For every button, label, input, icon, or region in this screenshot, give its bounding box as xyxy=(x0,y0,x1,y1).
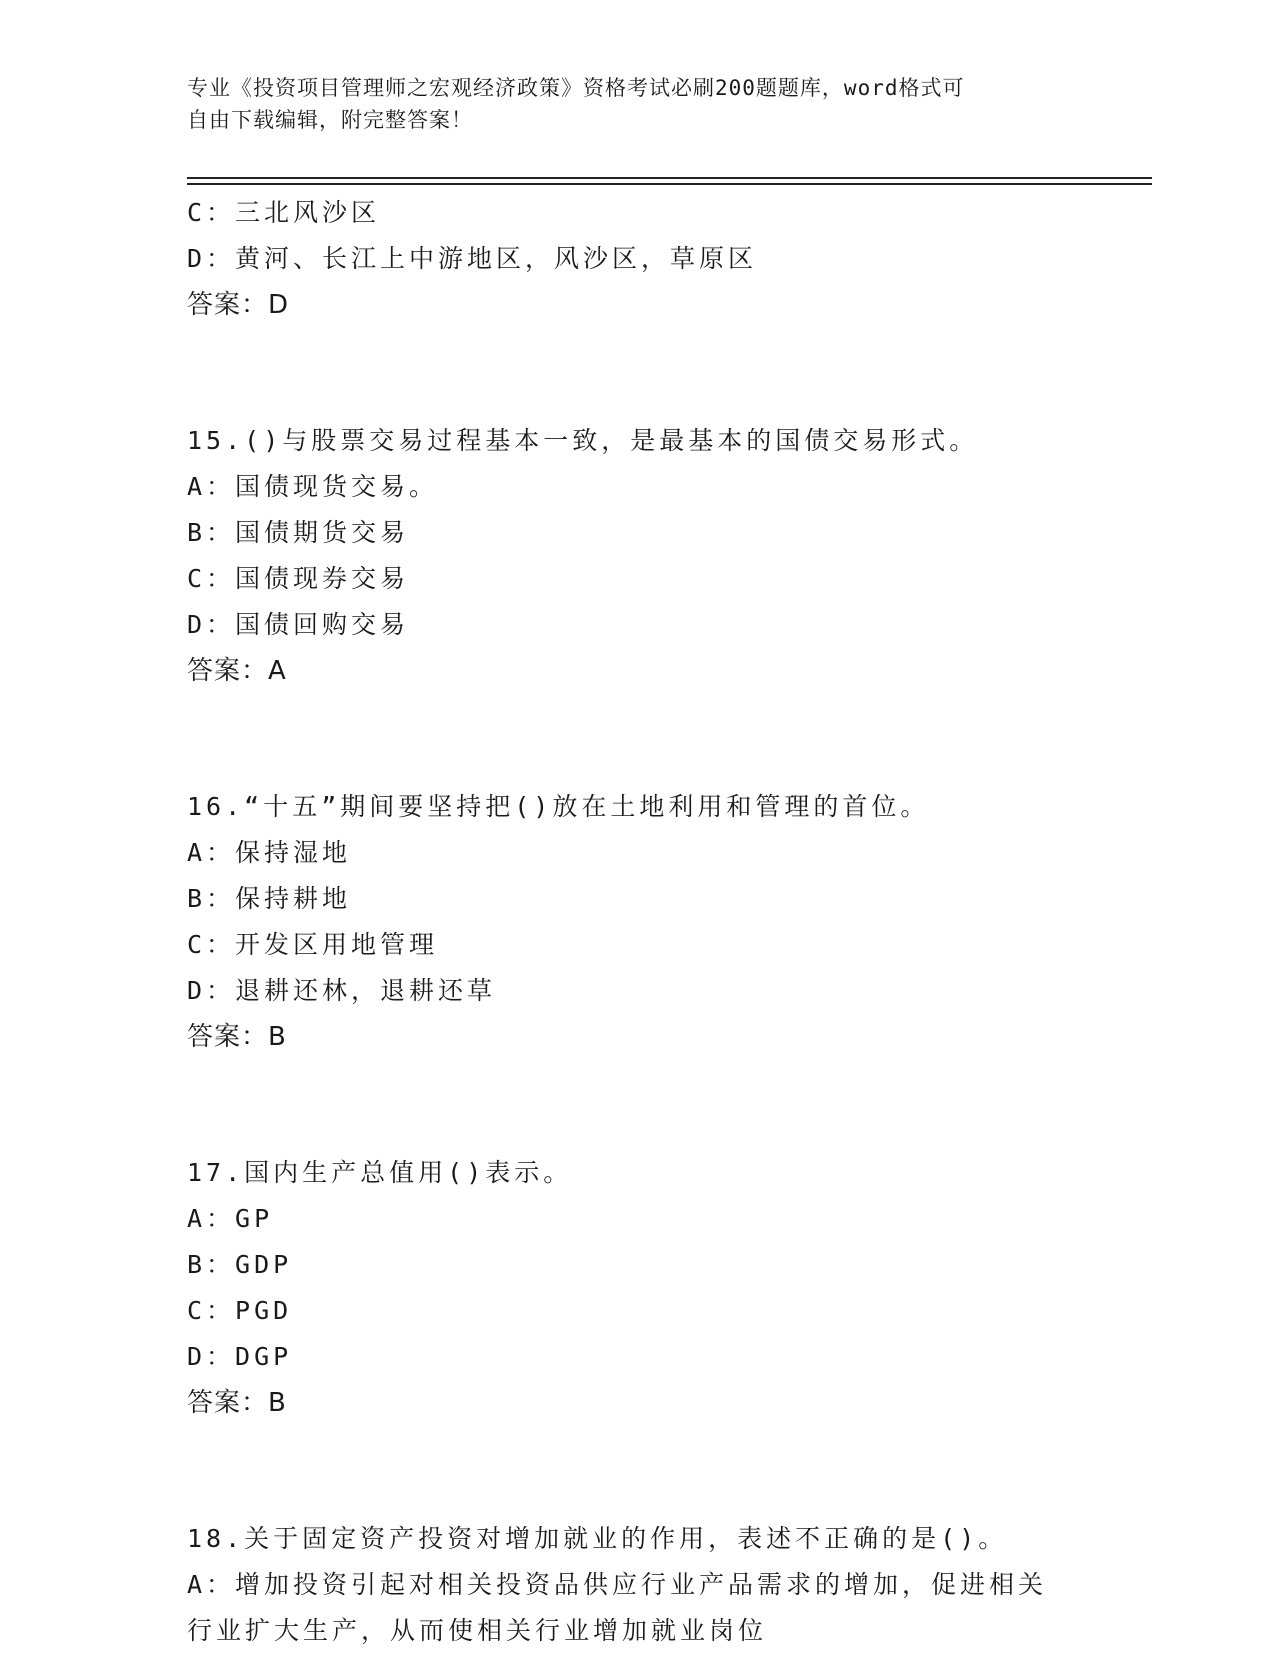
question-15 xyxy=(187,418,1087,694)
header-title-line-1: 专业《投资项目管理师之宏观经济政策》资格考试必刷200题题库，word格式可 xyxy=(187,76,965,100)
question-17 xyxy=(187,1150,1087,1426)
option-c: C：三北风沙区 xyxy=(187,198,381,227)
answer-line: 答案：A xyxy=(187,656,287,686)
option-a: A：保持湿地 xyxy=(187,838,352,867)
option-b: B：GDP xyxy=(187,1250,293,1279)
option-b: B：国债期货交易 xyxy=(187,518,410,547)
answer-line: 答案：B xyxy=(187,1388,287,1418)
question-stem: 18.关于固定资产投资对增加就业的作用，表述不正确的是()。 xyxy=(187,1524,1008,1553)
option-d: D：退耕还林，退耕还草 xyxy=(187,976,497,1005)
question-16 xyxy=(187,784,1087,1060)
option-b: B：保持耕地 xyxy=(187,884,352,913)
header-divider-top xyxy=(187,177,1152,179)
question-stem: 15.()与股票交易过程基本一致，是最基本的国债交易形式。 xyxy=(187,426,979,455)
question-18 xyxy=(187,1516,1087,1654)
document-header xyxy=(187,72,1087,136)
question-list xyxy=(187,190,1087,1654)
option-c: C：PGD xyxy=(187,1296,293,1325)
question-stem: 17.国内生产总值用()表示。 xyxy=(187,1158,573,1187)
option-c: C：国债现券交易 xyxy=(187,564,410,593)
previous-question-tail xyxy=(187,190,1087,328)
option-a: A：国债现货交易。 xyxy=(187,472,439,501)
question-stem: 16.“十五”期间要坚持把()放在土地利用和管理的首位。 xyxy=(187,792,930,821)
option-a: A：增加投资引起对相关投资品供应行业产品需求的增加，促进相关行业扩大生产，从而使相关行业增加就业岗位 xyxy=(187,1570,1048,1645)
header-title-line-2: 自由下载编辑，附完整答案！ xyxy=(187,108,473,132)
option-d: D：黄河、长江上中游地区，风沙区，草原区 xyxy=(187,244,758,273)
option-d: D：DGP xyxy=(187,1342,293,1371)
option-d: D：国债回购交易 xyxy=(187,610,410,639)
option-a: A：GP xyxy=(187,1204,274,1233)
option-c: C：开发区用地管理 xyxy=(187,930,439,959)
answer-line: 答案：D xyxy=(187,290,290,320)
answer-line: 答案：B xyxy=(187,1022,287,1052)
header-divider-bottom xyxy=(187,183,1152,185)
